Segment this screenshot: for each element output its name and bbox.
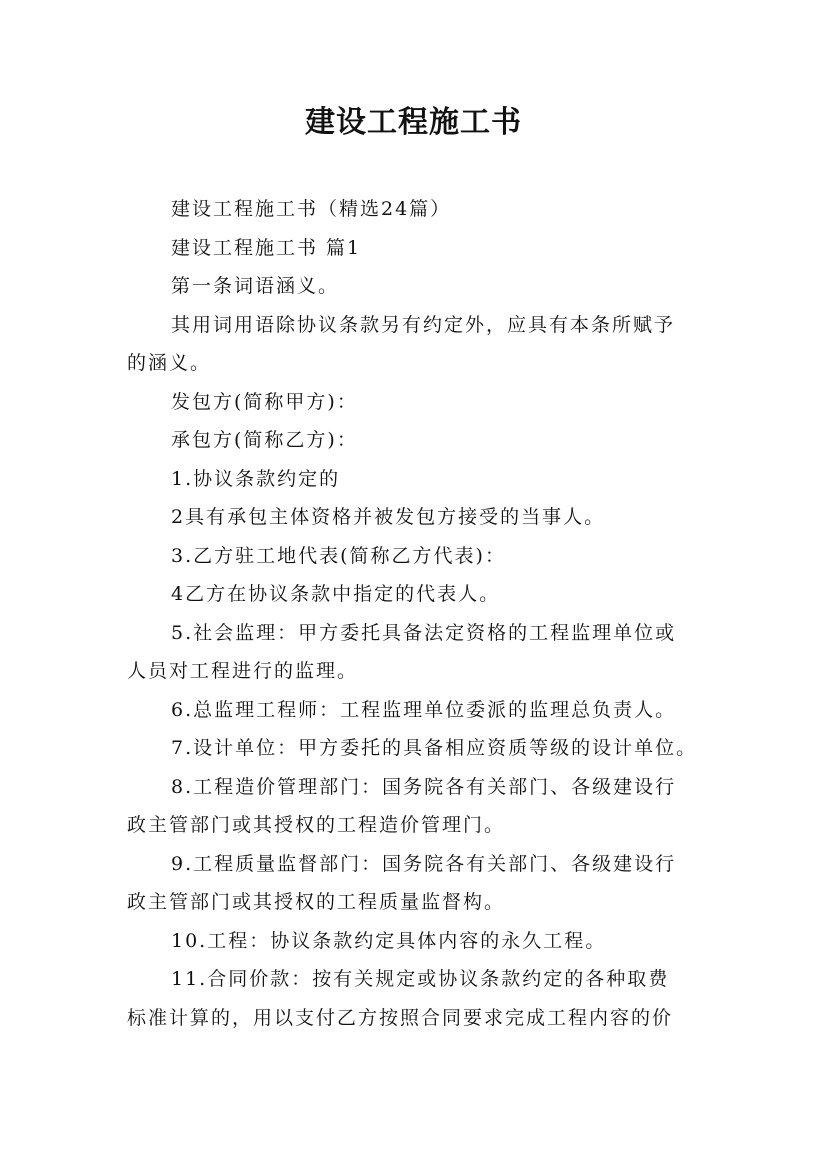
paragraph-line: 10.工程：协议条款约定具体内容的永久工程。 (171, 929, 607, 952)
document-body (127, 190, 707, 1037)
paragraph-line: 1.协议条款约定的 (171, 467, 341, 490)
paragraph-line: 3.乙方驻工地代表(简称乙方代表)： (171, 544, 506, 567)
paragraph-line: 7.设计单位：甲方委托的具备相应资质等级的设计单位。 (171, 737, 698, 759)
paragraph-continuation-line: 标准计算的，用以支付乙方按照合同要求完成工程内容的价 (127, 1006, 674, 1029)
paragraph-line: 建设工程施工书 篇1 (171, 236, 362, 259)
paragraph-continuation-line: 政主管部门或其授权的工程造价管理门。 (127, 814, 506, 836)
paragraph-line: 11.合同价款：按有关规定或协议条款约定的各种取费 (171, 968, 670, 990)
document-title: 建设工程施工书 (305, 105, 522, 140)
paragraph-line: 8.工程造价管理部门：国务院各有关部门、各级建设行 (171, 775, 677, 798)
paragraph-line: 第一条词语涵义。 (171, 275, 340, 297)
paragraph-line: 其用词用语除协议条款另有约定外，应具有本条所赋予 (171, 313, 676, 336)
paragraph-line: 建设工程施工书（精选24篇） (171, 198, 452, 220)
paragraph-continuation-line: 政主管部门或其授权的工程质量监督构。 (127, 891, 506, 913)
paragraph-line: 6.总监理工程师：工程监理单位委派的监理总负责人。 (171, 698, 677, 721)
paragraph-line: 承包方(简称乙方)： (171, 429, 358, 451)
paragraph-line: 2具有承包主体资格并被发包方接受的当事人。 (171, 506, 606, 528)
paragraph-continuation-line: 的涵义。 (127, 352, 212, 374)
paragraph-line: 4乙方在协议条款中指定的代表人。 (171, 583, 501, 605)
paragraph-line: 9.工程质量监督部门：国务院各有关部门、各级建设行 (171, 852, 677, 875)
paragraph-line: 5.社会监理：甲方委托具备法定资格的工程监理单位或 (171, 621, 677, 644)
paragraph-continuation-line: 人员对工程进行的监理。 (127, 660, 359, 682)
paragraph-line: 发包方(简称甲方)： (171, 390, 358, 413)
